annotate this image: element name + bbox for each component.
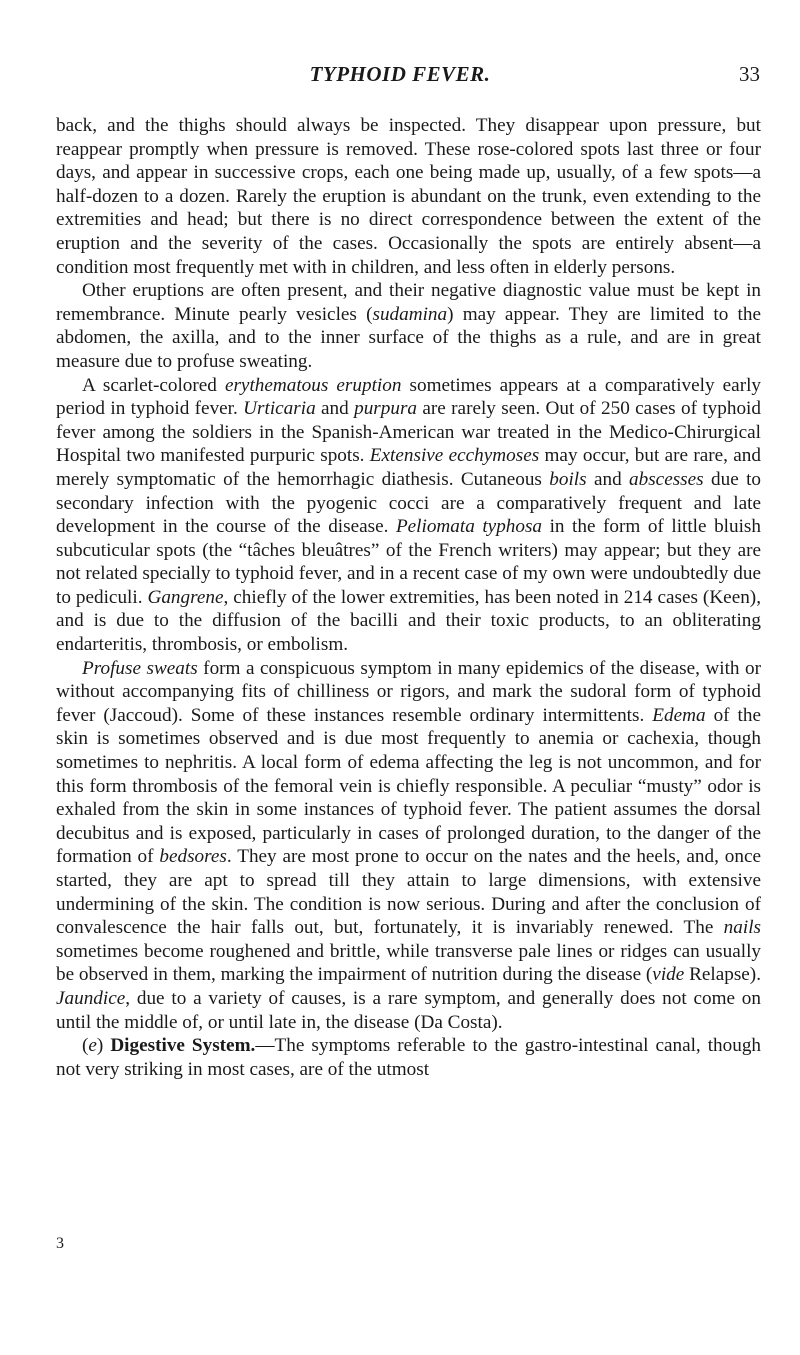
text-run: Relapse). bbox=[684, 964, 761, 986]
italic-term: Extensive ecchymoses bbox=[369, 445, 540, 467]
paragraph bbox=[56, 1034, 761, 1081]
paragraph bbox=[56, 657, 761, 1035]
text-run: ) bbox=[96, 1035, 111, 1057]
italic-term: Edema bbox=[652, 704, 706, 726]
running-head bbox=[0, 62, 800, 88]
italic-term: sudamina bbox=[372, 303, 448, 325]
italic-term: erythematous eruption bbox=[224, 374, 402, 396]
text-run: of the skin is sometimes observed and is due most frequently to anemia or cachexia, though sometimes to nephritis. A local form of edema affecting the leg is not uncommon, and for this form thrombosis of the femoral vein is chiefly responsible. A peculiar “musty” odor is exhaled from the skin in some instances of typhoid fever. The patient assumes the dorsal decubitus and is exposed, particularly in cases of prolonged duration, to the danger of the formation of bbox=[56, 704, 761, 868]
italic-term: abscesses bbox=[629, 468, 704, 490]
italic-term: Peliomata typhosa bbox=[395, 516, 543, 538]
section-heading: Digestive System. bbox=[110, 1035, 256, 1057]
paragraph bbox=[56, 374, 761, 657]
text-run: sometimes appears at a comparatively early period in typhoid fever. bbox=[56, 374, 762, 420]
text-run: A scarlet-colored bbox=[82, 374, 225, 396]
text-run: Other eruptions are often present, and their negative diagnostic value must be kept in remembrance. Minute pearly vesicles ( bbox=[56, 280, 761, 325]
italic-term: Gangrene bbox=[147, 586, 224, 608]
italic-term: bedsores bbox=[159, 846, 227, 868]
text-run: —The symptoms referable to the gastro-intestinal canal, though not very striking in most cases, are of the utmost bbox=[56, 1035, 762, 1080]
signature-mark: 3 bbox=[56, 1235, 64, 1252]
text-run: ( bbox=[82, 1035, 89, 1057]
text-run: , due to a variety of causes, is a rare symptom, and generally does not come on until the middle of, or until late in, the disease (Da Costa). bbox=[56, 987, 761, 1033]
text-run: in the form of little bluish subcuticular spots (the “tâches bleuâtres” of the French writers) may appear; but they are not related specially to typhoid fever, and in a recent case of my own were undoubtedly due to pediculi. bbox=[56, 516, 761, 608]
text-run: and bbox=[586, 468, 630, 490]
text-run: back, and the thighs should always be inspected. They disappear upon pressure, but reappear promptly when pressure is removed. These rose-colored spots last three or four days, and appear in successive crops, each one being made up, usually, of a few spots—a half-dozen to a dozen. Rarely the eruption is abundant on the trunk, even extending to the extremities and head; but there is no direct correspondence between the extent of the eruption and the severity of the cases. Occasionally the spots are entirely absent—a condition most frequently met with in children, and less often in elderly persons. bbox=[56, 115, 761, 278]
text-run: due to secondary infection with the pyogenic cocci are a comparatively frequent and late development in the course of the disease. bbox=[56, 468, 761, 538]
text-run: form a conspicuous symptom in many epidemics of the disease, with or without accompanying fits of chilliness or rigors, and mark the sudoral form of typhoid fever (Jaccoud). Some of these instances resemble ordinary intermittents. bbox=[56, 657, 762, 726]
italic-term: Urticaria bbox=[243, 398, 316, 420]
running-title: TYPHOID FEVER. bbox=[309, 62, 491, 86]
text-run: , chiefly of the lower extremities, has been noted in 214 cases (Keen), and is due to the diffusion of the bacilli and their toxic products, to an obliterating endarteritis, thrombosis, or embolism. bbox=[56, 586, 761, 656]
italic-term: e bbox=[88, 1035, 97, 1057]
paragraph bbox=[56, 279, 761, 373]
text-run: may occur, but are rare, and merely symptomatic of the hemorrhagic diathesis. Cutaneous bbox=[56, 445, 761, 490]
italic-term: purpura bbox=[354, 398, 418, 420]
paragraph bbox=[56, 114, 761, 279]
italic-term: Profuse sweats bbox=[82, 657, 198, 679]
italic-term: nails bbox=[723, 917, 761, 939]
text-run: and bbox=[315, 398, 355, 420]
italic-term: Jaundice bbox=[56, 987, 126, 1009]
text-run: ) may appear. They are limited to the abdomen, the axilla, and to the inner surface of the thighs as a rule, and are in great measure due to profuse sweating. bbox=[56, 303, 761, 372]
italic-term: vide bbox=[652, 964, 685, 986]
text-run: are rarely seen. Out of 250 cases of typhoid fever among the soldiers in the Spanish-American war treated in the Medico-Chirurgical Hospital two manifested purpuric spots. bbox=[56, 398, 761, 467]
text-run: . They are most prone to occur on the nates and the heels, and, once started, they are apt to spread till they attain to large dimensions, with extensive undermining of the skin. The condition is now serious. During and after the conclusion of convalescence the hair falls out, but, fortunately, it is invariably renewed. The bbox=[56, 846, 761, 939]
body-text bbox=[56, 114, 761, 1081]
page-number: 33 bbox=[739, 62, 760, 86]
italic-term: boils bbox=[549, 468, 587, 490]
text-run: sometimes become roughened and brittle, while transverse pale lines or ridges can usually be observed in them, marking the impairment of nutrition during the disease ( bbox=[56, 940, 761, 986]
